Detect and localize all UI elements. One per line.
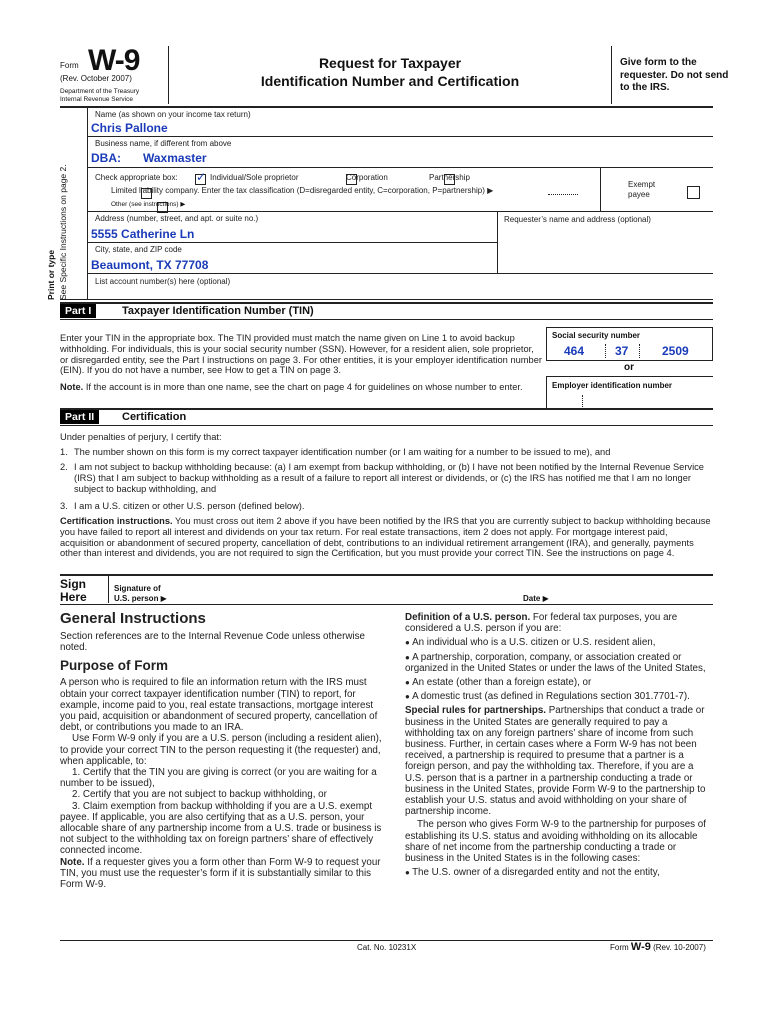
part1-note <box>60 382 544 393</box>
name-value[interactable]: Chris Pallone <box>91 121 168 135</box>
side-label <box>46 100 56 300</box>
print-or-type: Print or type <box>46 249 56 300</box>
side-label-2 <box>58 100 68 300</box>
cert-item-3 <box>60 501 713 512</box>
definition-bullet-1: ● An individual who is a U.S. citizen or U.S. resident alien, <box>405 637 713 648</box>
part2-title: Certification <box>122 411 187 423</box>
cert-item-1-num: 1. <box>60 447 68 457</box>
sign-label: Sign <box>60 577 86 591</box>
cert-item-2-num: 2. <box>60 462 68 472</box>
individual-checkbox[interactable] <box>195 174 206 185</box>
purpose-p4: 2. Certify that you are not subject to backup withholding, or <box>72 789 327 801</box>
definition-bold: Definition of a U.S. person. <box>405 612 531 623</box>
address-value[interactable]: 5555 Catherine Ln <box>91 227 195 241</box>
account-label: List account number(s) here (optional) <box>95 277 231 286</box>
part2-tag: Part II <box>60 410 99 424</box>
cert-item-3-num: 3. <box>60 501 68 511</box>
special-rules-bold: Special rules for partnerships. <box>405 705 547 717</box>
cert-instructions-bold: Certification instructions. <box>60 516 173 526</box>
catalog-number: Cat. No. 10231X <box>357 943 417 952</box>
ssn-part-2[interactable]: 37 <box>615 344 629 358</box>
footer-form-number: W-9 <box>630 941 651 953</box>
ssn-box[interactable] <box>546 327 713 361</box>
special-rules-paragraph <box>405 705 713 817</box>
form-title-line-2: Identification Number and Certification <box>260 73 520 89</box>
exempt-payee-checkbox[interactable] <box>687 186 700 199</box>
signature-label-2: U.S. person ▶ <box>114 594 167 603</box>
name-label: Name (as shown on your income tax return) <box>95 110 251 119</box>
ein-box[interactable] <box>546 376 713 410</box>
check-label: Check appropriate box: <box>95 173 178 182</box>
business-value[interactable]: Waxmaster <box>143 151 207 165</box>
signature-label-1: Signature of <box>114 584 161 593</box>
city-label: City, state, and ZIP code <box>95 245 182 254</box>
person-bullet-1: ● The U.S. owner of a disregarded entity and not the entity, <box>405 867 713 878</box>
agency-line-1: Department of the Treasury <box>60 88 140 95</box>
requester-label: Requester’s name and address (optional) <box>504 215 651 224</box>
part1-note-bold: Note. <box>60 382 84 392</box>
business-prefix[interactable]: DBA: <box>91 151 121 165</box>
purpose-p2: Use Form W-9 only if you are a U.S. person (including a resident alien), to provide your correct TIN to the person requesting it (the requester) and, when applicable, to: <box>60 733 382 767</box>
definition-bullet-2: ● A partnership, corporation, company, or association created or organized in the United States or under the laws of the United States, <box>405 652 713 674</box>
date-label: Date ▶ <box>523 594 549 603</box>
individual-label: Individual/Sole proprietor <box>210 173 299 182</box>
cert-instructions-text: You must cross out item 2 above if you have been notified by the IRS that you are currently subject to backup withholding because you have failed to report all interest and dividends on your tax return. For real estate transactions, item 2 does not apply. For mortgage interest paid, acquisition or abandonment of secured property, cancellation of debt, contributions to an individual retirement arrangement (IRA), and generally, payments other than interest and dividends, you are not required to sign the Certification, but you must provide your correct TIN. See the instructions on page 4. <box>60 516 711 559</box>
ssn-label: Social security number <box>552 331 641 340</box>
purpose-p5: 3. Claim exemption from backup withholding if you are a U.S. exempt payee. If applicable, you are also certifying that as a U.S. person, your allocable share of any partnership income from a U.S. trade or business is not subject to the withholding tax on foreign partners’ share of effectively connected income. <box>60 800 382 857</box>
purpose-note <box>60 857 383 891</box>
address-label: Address (number, street, and apt. or suite no.) <box>95 214 259 223</box>
purpose-p1: A person who is required to file an information return with the IRS must obtain your correct taxpayer identification number (TIN) to report, for example, income paid to you, real estate transactions, mortgage interest you paid, acquisition or abandonment of secured property, cancellation of debt, or contributions you made to an IRA. <box>60 677 378 734</box>
corporation-label: Corporation <box>346 173 388 182</box>
ein-label: Employer identification number <box>552 381 673 390</box>
here-label: Here <box>60 590 87 604</box>
special-rules-text: Partnerships that conduct a trade or business in the United States are generally required to pay a withholding tax on any foreign partners’ share of income from such business. Further, in certain cases where a Form W-9 has not been received, a partnership is required to presume that a partner is a foreign person, and pay the withholding tax. Therefore, if you are a U.S. person that is a partner in a partnership conducting a trade or business in the United States, provide Form W-9 to the partnership to establish your U.S. status and avoid withholding on your share of partnership income. <box>405 705 706 818</box>
see-specific-instructions: See Specific Instructions on page 2. <box>58 164 68 300</box>
cert-item-1 <box>60 447 713 458</box>
business-label: Business name, if different from above <box>95 139 232 148</box>
form-number: W-9 <box>88 44 140 77</box>
cert-item-2-text: I am not subject to backup withholding because: (a) I am exempt from backup withholding, or (b) I have not been notified by the Internal Revenue Service (IRS) that I am subject to backup withholding as a result of a failure to report all interest or dividends, or (c) the IRS has notified me that I am no longer subject to backup withholding, and <box>74 462 704 494</box>
revision: (Rev. October 2007) <box>60 74 132 83</box>
other-label: Other (see instructions) ▶ <box>111 201 186 208</box>
cert-instructions <box>60 516 713 559</box>
purpose-note-text: If a requester gives you a form other than Form W-9 to request your TIN, you must use the requester’s form if it is substantially similar to this Form W-9. <box>60 856 381 891</box>
part1-title: Taxpayer Identification Number (TIN) <box>122 305 314 317</box>
cert-item-3-text: I am a U.S. citizen or other U.S. person (defined below). <box>74 501 305 511</box>
person-paragraph: The person who gives Form W-9 to the partnership for purposes of establishing its U.S. status and avoiding withholding on its allocable share of net income from the partnership conducting a trade or business in the United States is in the following cases: <box>405 819 706 865</box>
llc-classification-field[interactable] <box>548 194 578 195</box>
general-instructions-text: Section references are to the Internal Revenue Code unless otherwise noted. <box>60 631 365 654</box>
agency-line-2: Internal Revenue Service <box>60 96 133 103</box>
signature-field[interactable] <box>180 582 510 602</box>
or-label: or <box>624 362 634 373</box>
definition-text: For federal tax purposes, you are considered a U.S. person if you are: <box>405 612 678 635</box>
part2-intro: Under penalties of perjury, I certify that: <box>60 432 222 442</box>
form-title-line-1: Request for Taxpayer <box>318 55 462 71</box>
cert-item-1-text: The number shown on this form is my correct taxpayer identification number (or I am waiting for a number to be issued to me), and <box>74 447 611 457</box>
purpose-heading: Purpose of Form <box>60 658 169 674</box>
date-field[interactable] <box>560 582 710 602</box>
footer-revision: (Rev. 10-2007) <box>653 943 706 952</box>
partnership-label: Partnership <box>429 173 470 182</box>
definition-bullet-4: ● A domestic trust (as defined in Regulations section 301.7701-7). <box>405 691 713 702</box>
definition-bullet-3: ● An estate (other than a foreign estate), or <box>405 677 713 688</box>
left-column <box>60 610 383 893</box>
ssn-part-3[interactable]: 2509 <box>662 344 689 358</box>
city-value[interactable]: Beaumont, TX 77708 <box>91 258 209 272</box>
cert-item-2 <box>60 462 713 494</box>
definition-paragraph <box>405 612 713 634</box>
form-word: Form <box>60 61 79 70</box>
footer-form-id <box>610 941 706 953</box>
general-instructions-heading: General Instructions <box>60 610 206 627</box>
purpose-note-bold: Note. <box>60 856 85 868</box>
purpose-p3: 1. Certify that the TIN you are giving is correct (or you are waiting for a number to be issued), <box>60 767 377 790</box>
ssn-part-1[interactable]: 464 <box>564 344 585 358</box>
right-column <box>405 612 713 881</box>
llc-label: Limited liability company. Enter the tax classification (D=disregarded entity, C=corporation, P=partnership) ▶ <box>111 186 494 195</box>
part1-body: Enter your TIN in the appropriate box. The TIN provided must match the name given on Line 1 to avoid backup withholding. For individuals, this is your social security number (SSN). However, for a resident alien, sole proprietor, or disregarded entity, see the Part I instructions on page 3. For other entities, it is your employer identification number (EIN). If you do not have a number, see How to get a TIN on page 3. <box>60 333 542 376</box>
part1-note-text: If the account is in more than one name, see the chart on page 4 for guidelines on whose number to enter. <box>83 382 523 392</box>
exempt-payee-label: Exempt payee <box>628 180 656 199</box>
footer-form-word: Form <box>610 943 629 952</box>
give-form-note: Give form to the requester. Do not send to the IRS. <box>620 57 729 93</box>
part1-tag: Part I <box>60 304 96 318</box>
